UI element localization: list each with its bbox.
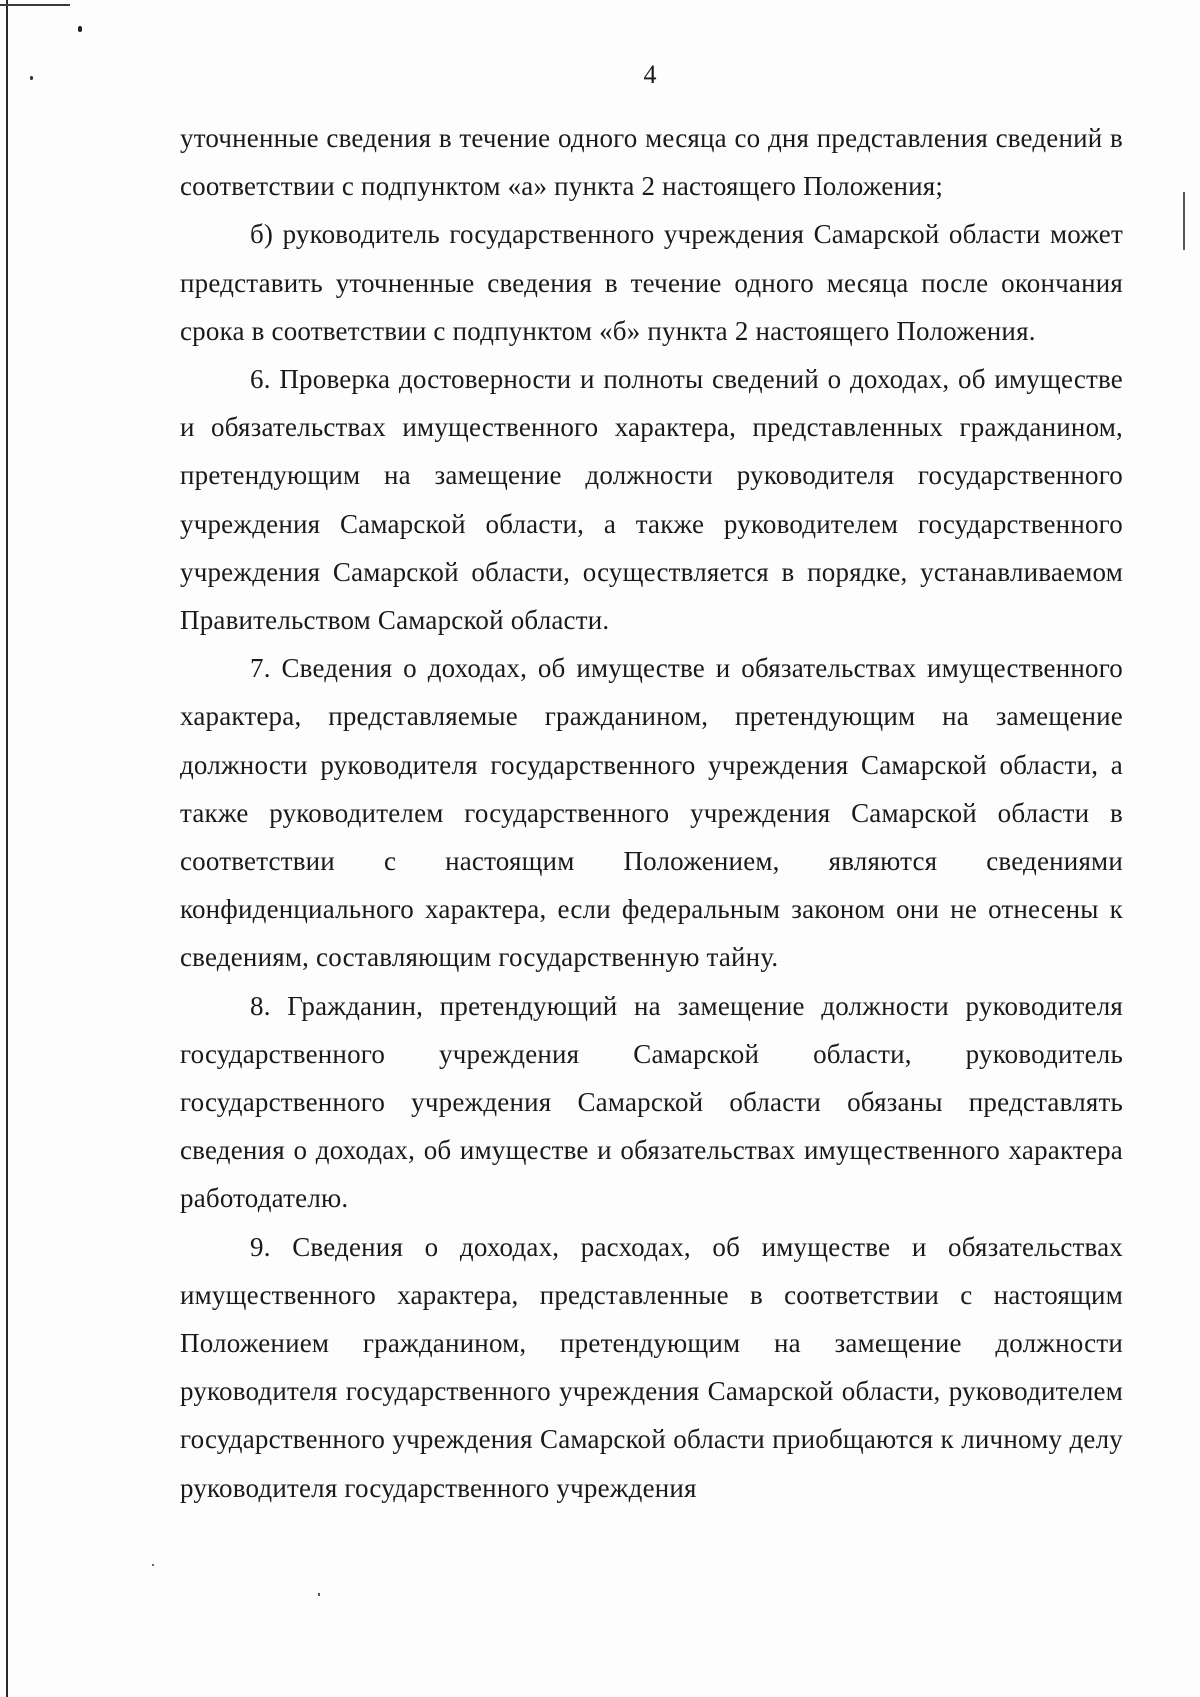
paragraph-9: 9. Сведения о доходах, расходах, об имуществе и обязательствах имущественного характера, представленные в соответствии с настоящим Положением гражданином, претендующим на замещение должности руководителя государственного учреждения Самарской области, руководителем государственного учреждения Самарской области приобщаются к личному делу руководителя государственного учреждения: [180, 1231, 1123, 1503]
paragraph-continuation: уточненные сведения в течение одного месяца со дня представления сведений в соответствии с подпунктом «а» пункта 2 настоящего Положения;: [180, 123, 1123, 202]
paragraph-6: 6. Проверка достоверности и полноты сведений о доходах, об имуществе и обязательствах имущественного характера, представленных гражданином, претендующим на замещение должности руководителя государственного учреждения Самарской области, а также руководителем государственного учреждения Самарской области, осуществляется в порядке, устанавливаемом Правительством Самарской области.: [180, 364, 1123, 636]
scan-speck: [152, 1564, 154, 1566]
document-body: [180, 114, 1123, 1512]
scan-speck: [78, 26, 82, 32]
paragraph-8: 8. Гражданин, претендующий на замещение должности руководителя государственного учреждения Самарской области, руководитель государственного учреждения Самарской области обязаны представлять сведения о доходах, об имуществе и обязательствах имущественного характера работодателю.: [180, 990, 1123, 1214]
scan-top-mark: [0, 4, 70, 6]
page-number: 4: [643, 60, 657, 89]
scan-margin-mark: [1183, 192, 1185, 250]
paragraph-subitem-b: б) руководитель государственного учреждения Самарской области может представить уточненные сведения в течение одного месяца после окончания срока в соответствии с подпунктом «б» пункта 2 настоящего Положения.: [180, 219, 1123, 346]
scan-speck: [318, 1593, 320, 1596]
scan-edge-line: [6, 0, 8, 1697]
paragraph-7: 7. Сведения о доходах, об имуществе и обязательствах имущественного характера, представляемые гражданином, претендующим на замещение должности руководителя государственного учреждения Самарской области, а также руководителем государственного учреждения Самарской области в соответствии с настоящим Положением, являются сведениями конфиденциального характера, если федеральным законом они не отнесены к сведениям, составляющим государственную тайну.: [180, 653, 1123, 973]
